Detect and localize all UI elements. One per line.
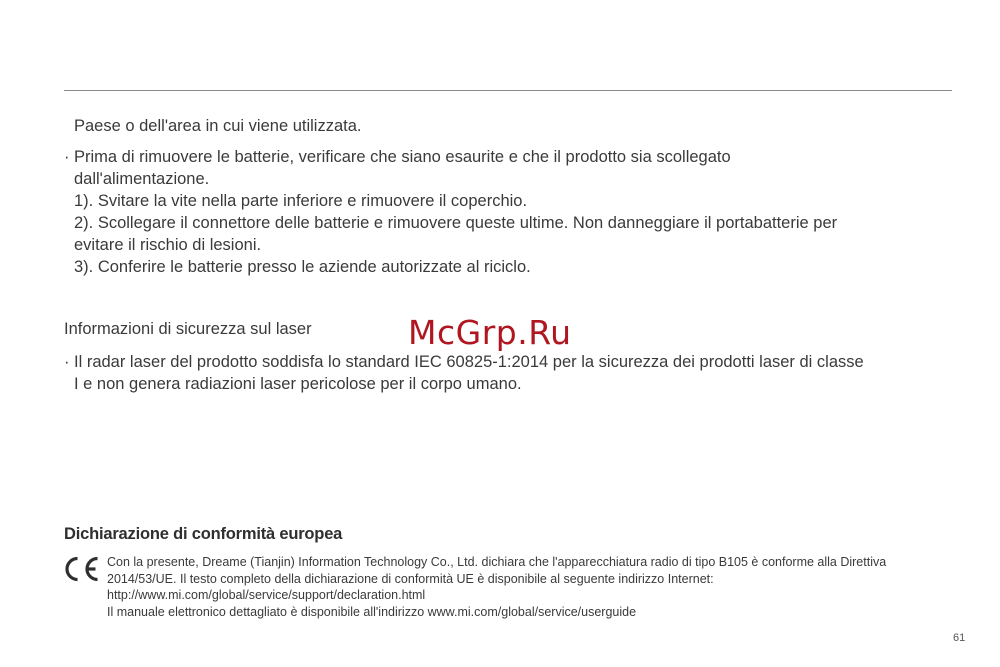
bullet-marker: · bbox=[64, 353, 70, 371]
declaration-text bbox=[107, 554, 886, 620]
laser-section-heading: Informazioni di sicurezza sul laser bbox=[64, 320, 312, 338]
declaration-line: 2014/53/UE. Il testo completo della dichiarazione di conformità UE è disponibile al seguente indirizzo Internet: bbox=[107, 571, 714, 586]
intro-text: Paese o dell'area in cui viene utilizzata. bbox=[74, 117, 362, 135]
declaration-line: Con la presente, Dreame (Tianjin) Information Technology Co., Ltd. dichiara che l'apparecchiatura radio di tipo B105 è conforme alla Direttiva bbox=[107, 555, 887, 569]
laser-line: Il radar laser del prodotto soddisfa lo standard IEC 60825-1:2014 per la sicurezza dei prodotti laser di classe bbox=[74, 353, 864, 371]
declaration-url-line: http://www.mi.com/global/service/support/declaration.html bbox=[107, 588, 426, 602]
ce-mark-icon bbox=[64, 556, 100, 582]
battery-line: evitare il rischio di lesioni. bbox=[74, 236, 262, 254]
battery-line: Prima di rimuovere le batterie, verificare che siano esaurite e che il prodotto sia scollegato bbox=[74, 148, 731, 166]
top-divider bbox=[64, 90, 952, 91]
battery-line: 3). Conferire le batterie presso le aziende autorizzate al riciclo. bbox=[74, 258, 531, 276]
laser-safety-bullet bbox=[64, 351, 964, 395]
declaration-title: Dichiarazione di conformità europea bbox=[64, 525, 343, 543]
battery-removal-bullet bbox=[64, 146, 964, 278]
battery-removal-lines bbox=[74, 146, 837, 278]
laser-safety-lines bbox=[74, 351, 864, 395]
battery-line: dall'alimentazione. bbox=[74, 170, 210, 188]
battery-line: 2). Scollegare il connettore delle batterie e rimuovere queste ultime. Non danneggiare il portabatterie per bbox=[74, 214, 838, 232]
watermark-logo: McGrp.Ru bbox=[408, 313, 572, 352]
declaration-line: Il manuale elettronico dettagliato è disponibile all'indirizzo www.mi.com/global/service/userguide bbox=[107, 604, 637, 619]
bullet-marker: · bbox=[64, 148, 70, 166]
battery-line: 1). Svitare la vite nella parte inferiore e rimuovere il coperchio. bbox=[74, 192, 528, 210]
laser-line: I e non genera radiazioni laser pericolose per il corpo umano. bbox=[74, 375, 522, 393]
page-number: 61 bbox=[953, 632, 966, 644]
